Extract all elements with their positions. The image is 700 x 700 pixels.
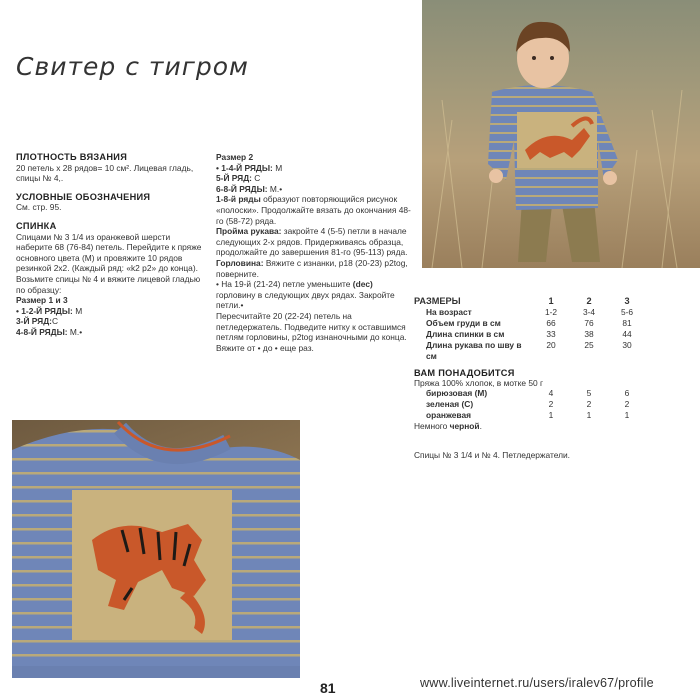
row-value: 20 [546, 340, 556, 350]
row-value: 2 [586, 399, 592, 409]
row-label: Длина спинки в см [426, 329, 505, 339]
row-value: 1-2 [544, 307, 558, 317]
finish-paragraph: Пересчитайте 20 (22-24) петель на петледержатель. Подведите нитку к оставшимся петлям горловины, p2tog изнаночными до конца. Вяжите от • до • еще раз. [216, 310, 407, 353]
size2-rows14-label: • 1-4-Й РЯДЫ: [216, 162, 273, 173]
row-value: 5-6 [620, 307, 634, 317]
row-value: 4 [548, 388, 554, 398]
size2-rows68-label: 6-8-Й РЯДЫ: [216, 183, 268, 194]
row-value: 25 [584, 340, 594, 350]
armhole-paragraph [216, 226, 414, 258]
black-word: черной [449, 421, 480, 431]
table-row [414, 388, 686, 399]
size2-row5-label: 5-Й РЯД: [216, 173, 252, 184]
table-row [414, 340, 686, 361]
source-url: www.liveinternet.ru/users/iralev67/profile [420, 676, 654, 690]
armhole-label: Пройма рукава: [216, 226, 282, 237]
symbols-text: См. стр. 95. [16, 202, 62, 213]
photo-sweater-closeup [12, 420, 300, 678]
density-text: 20 петель x 28 рядов= 10 см². Лицевая гладь, спицы № 4,. [16, 162, 194, 184]
instructions-column-2 [216, 152, 414, 353]
row-value: 76 [584, 318, 594, 328]
size13-row3-label: 3-Й РЯД: [16, 316, 52, 327]
sizes-heading: РАЗМЕРЫ [414, 296, 461, 306]
page-number: 81 [320, 680, 336, 696]
size13-rows12 [16, 306, 208, 317]
page-title: Свитер с тигром [16, 52, 249, 81]
rows18-text: образуют повторяющийся рисунок «полоски». Продолжайте вязать до окончания 48-го (58-72) ряда. [216, 194, 411, 226]
table-row [414, 329, 686, 340]
dec-text-1: • На 19-й (21-24) петле уменьшите [216, 279, 351, 290]
neck-label: Горловина: [216, 257, 264, 268]
black-prefix: Немного [414, 421, 448, 431]
sizes-table [414, 296, 686, 361]
row-value: 6 [624, 388, 630, 398]
size13-rows48-value: M.• [69, 326, 83, 337]
color-label: зеленая (С) [426, 399, 474, 409]
size13-rows48-label: 4-8-Й РЯДЫ: [16, 326, 68, 337]
size13-rows48 [16, 327, 208, 338]
row-value: 81 [622, 318, 632, 328]
dec-label: (dec) [352, 279, 373, 290]
table-row [414, 410, 686, 421]
size13-rows12-label: • 1-2-Й РЯДЫ: [16, 305, 73, 316]
row-value: 5 [586, 388, 592, 398]
dec-text-2: горловину в следующих двух рядах. Закройте петли.• [216, 289, 395, 311]
yarn-text: Пряжа 100% хлопок, в мотке 50 г [414, 378, 544, 388]
row-value: 38 [584, 329, 594, 339]
black-suffix: . [479, 421, 482, 431]
row-value: 1 [586, 410, 592, 420]
row-value: 44 [622, 329, 632, 339]
rows18-label: 1-8-й ряды [216, 194, 261, 205]
density-heading: ПЛОТНОСТЬ ВЯЗАНИЯ [16, 152, 128, 162]
size2-rows68-value: M.• [269, 183, 283, 194]
materials-section [414, 368, 686, 431]
row-value: 2 [548, 399, 554, 409]
table-row [414, 318, 686, 329]
row-value: 1 [548, 410, 554, 420]
size-column-1: 1 [548, 296, 554, 306]
sweater-closeup-illustration [12, 420, 300, 678]
size13-rows12-value: M [75, 305, 83, 316]
sizes-header-row [414, 296, 686, 307]
row-label: Длина рукава по шву в см [426, 340, 522, 361]
row-label: Объем груди в см [426, 318, 501, 328]
size2-rows14-value: M [275, 162, 283, 173]
back-text: Спицами № 3 1/4 из оранжевой шерсти наберите 68 (76-84) петель. Перейдите к пряже основного цвета (М) и провяжите 10 рядов резинкой 2x2. (Каждый ряд: «k2 p2» до конца). Возьмите спицы № 4 и вяжите лицевой гладью по образцу: [16, 231, 202, 295]
neck-paragraph [216, 258, 414, 279]
size2-label: Размер 2 [216, 152, 254, 162]
materials-heading: ВАМ ПОНАДОБИТСЯ [414, 368, 515, 378]
row-value: 2 [624, 399, 630, 409]
armhole-text: закройте 4 (5-5) петли в начале следующих 2-х рядов. Придерживаясь образца, продолжайте до завершения 81-го (95-113) ряда. [216, 226, 408, 258]
color-label: бирюзовая (M) [426, 388, 488, 398]
back-heading: СПИНКА [16, 220, 57, 231]
size2-row5 [216, 173, 414, 184]
size2-rows14 [216, 163, 414, 174]
size-column-2: 2 [586, 296, 592, 306]
boy-photo-illustration [422, 0, 700, 268]
size2-row5-value: С [254, 173, 261, 184]
table-row [414, 399, 686, 410]
black-yarn-note [414, 421, 686, 431]
size13-row3-value: С [51, 316, 59, 327]
color-label: оранжевая [426, 410, 472, 420]
instructions-column-1 [16, 152, 208, 338]
size2-rows68 [216, 184, 414, 195]
row-label: На возраст [426, 307, 472, 317]
size13-row3 [16, 316, 208, 327]
row-value: 30 [622, 340, 632, 350]
size13-label: Размер 1 и 3 [16, 295, 68, 306]
row-value: 66 [546, 318, 556, 328]
photo-boy-in-sweater [422, 0, 700, 268]
size-column-3: 3 [624, 296, 630, 306]
row-value: 3-4 [582, 307, 596, 317]
symbols-heading: УСЛОВНЫЕ ОБОЗНАЧЕНИЯ [16, 191, 151, 202]
neck-text: Вяжите с изнанки, p18 (20-23) p2tog, поверните. [216, 257, 408, 279]
row-value: 1 [624, 410, 630, 420]
dec-paragraph [216, 279, 414, 311]
row-value: 33 [546, 329, 556, 339]
needles-text: Спицы № 3 1/4 и № 4. Петледержатели. [414, 450, 570, 460]
rows18-paragraph [216, 194, 414, 226]
table-row [414, 307, 686, 318]
